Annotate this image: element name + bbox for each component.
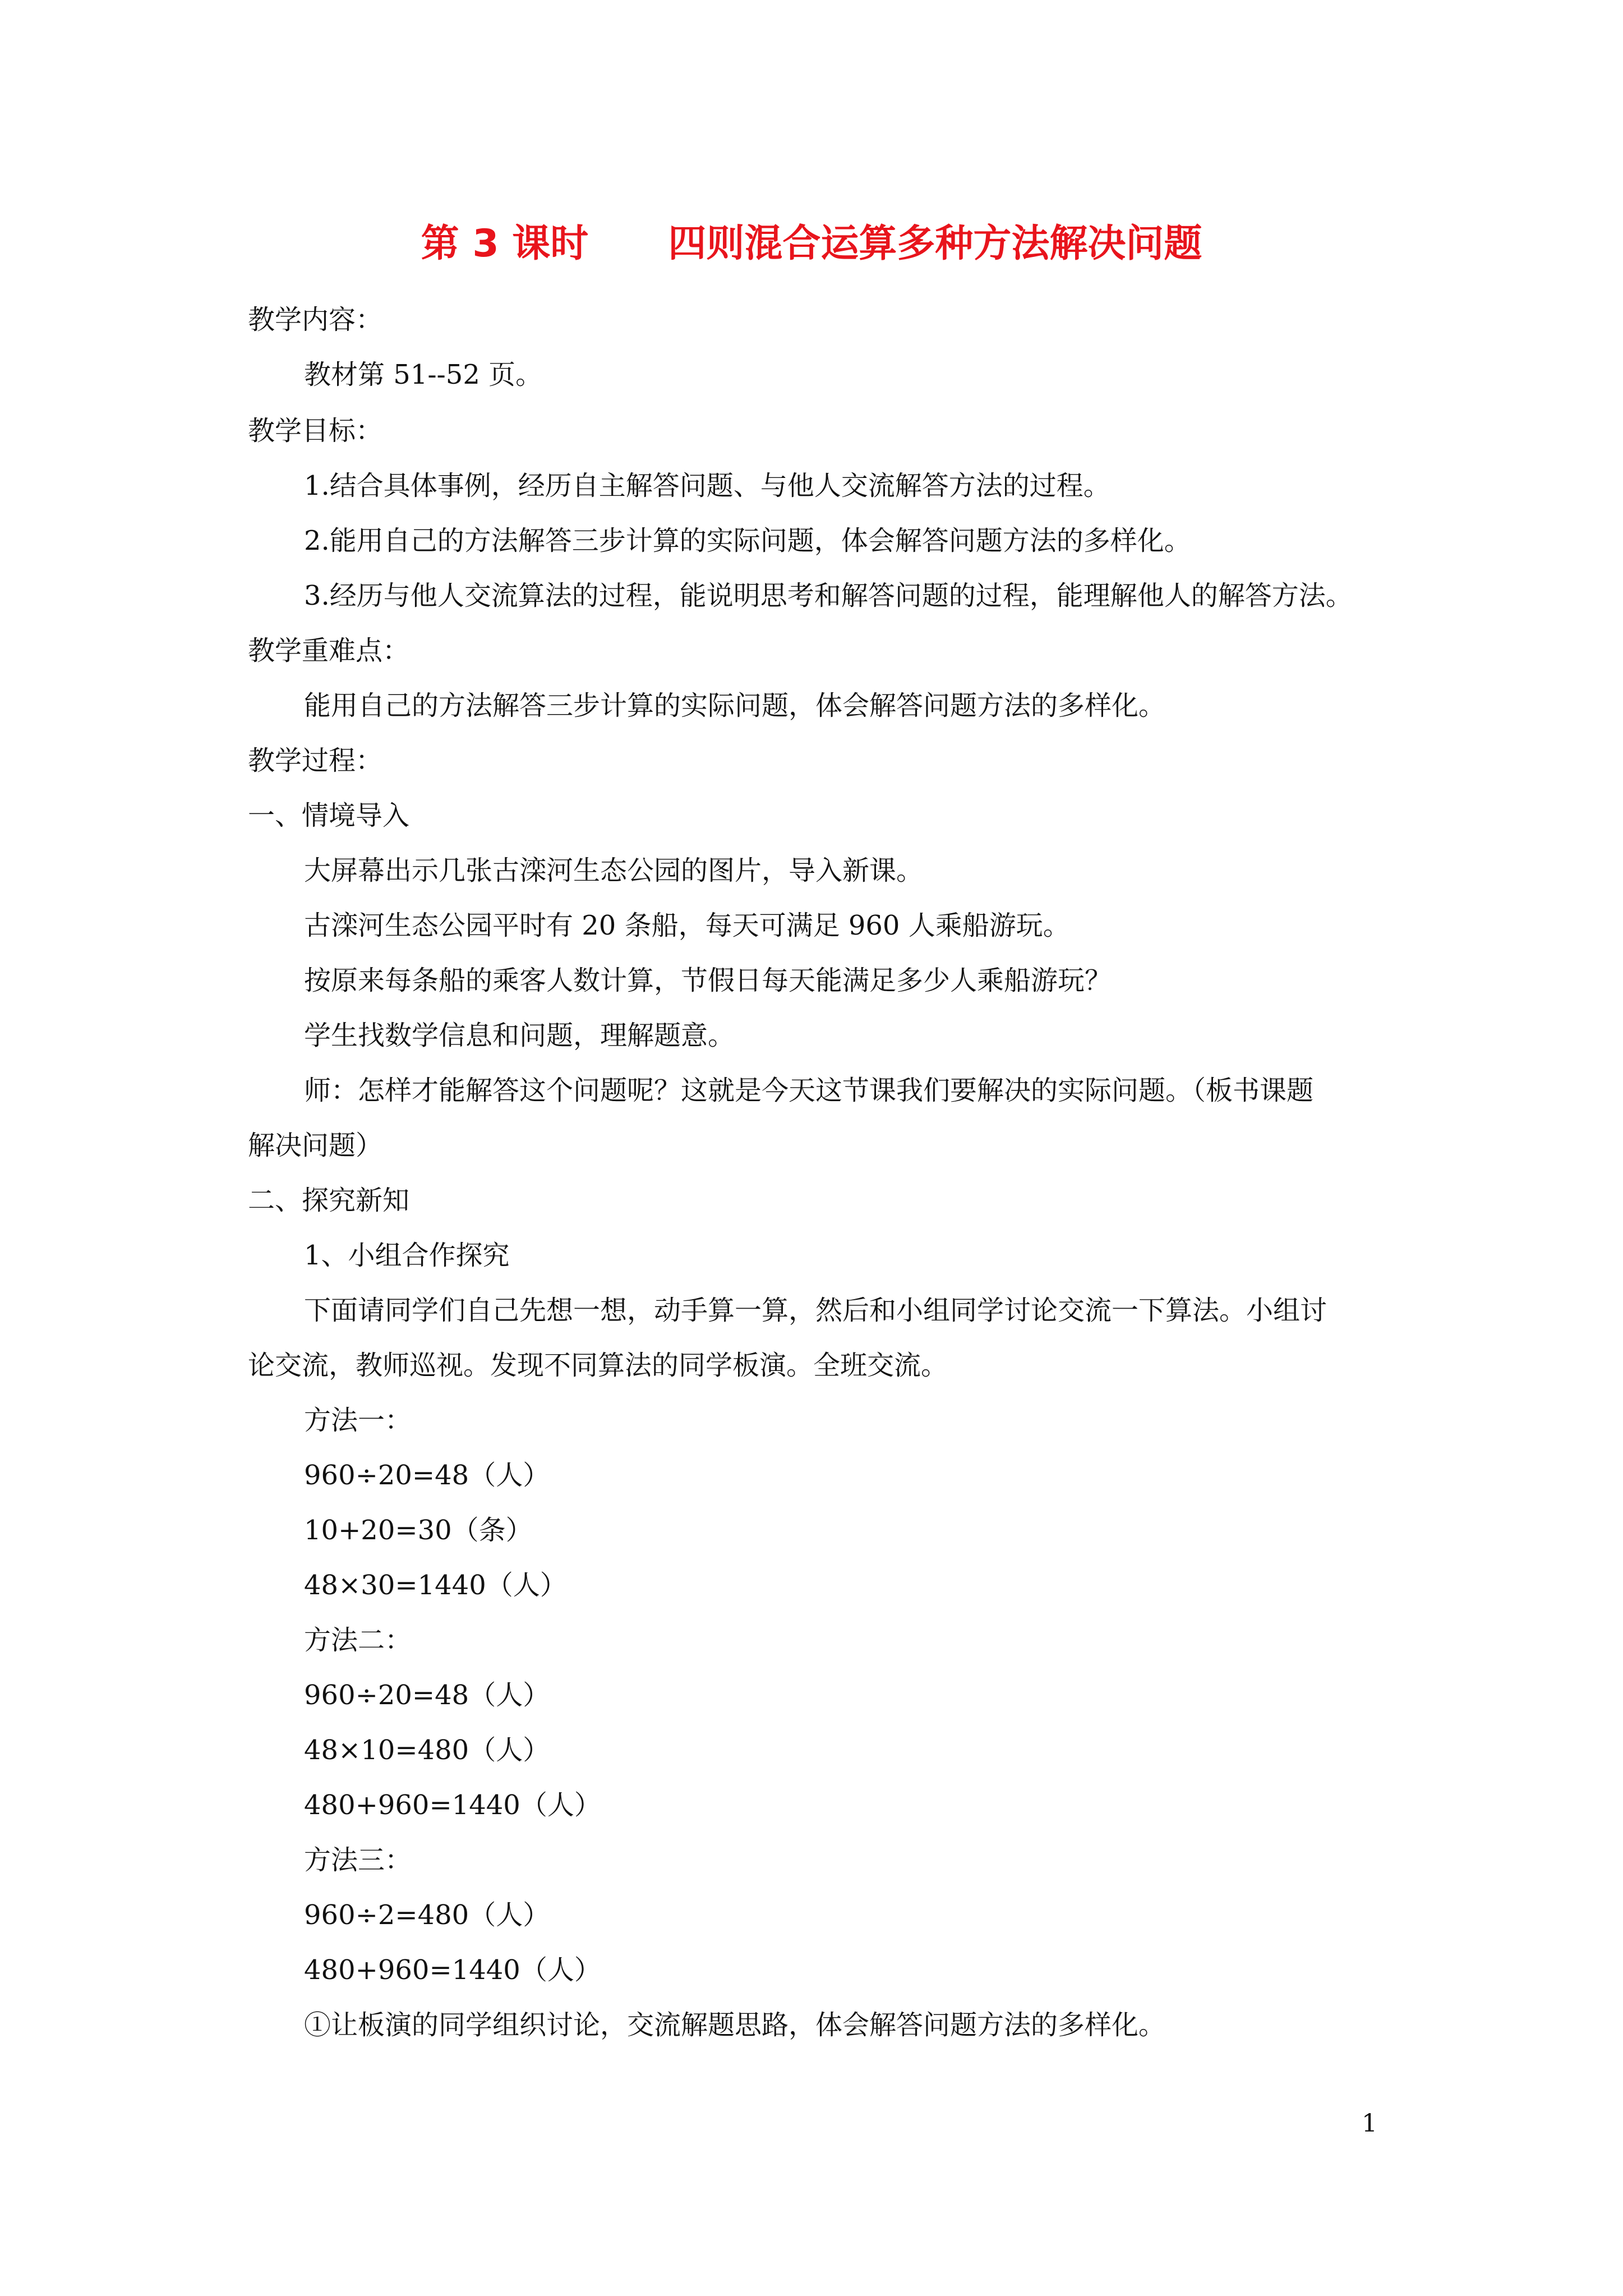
key-points: 能用自己的方法解答三步计算的实际问题，体会解答问题方法的多样化。 — [304, 690, 1166, 721]
label-key-points: 教学重难点： — [248, 635, 410, 666]
document-title: 第 3 课时 四则混合运算多种方法解决问题 — [421, 222, 1202, 266]
equation: 480+960=1440（人） — [304, 1954, 601, 1986]
paragraph-line: 下面请同学们自己先想一想，动手算一算，然后和小组同学讨论交流一下算法。小组讨 — [304, 1295, 1327, 1326]
section-heading: 一、情境导入 — [248, 800, 410, 831]
goal-item: 2.能用自己的方法解答三步计算的实际问题，体会解答问题方法的多样化。 — [304, 525, 1191, 556]
equation: 480+960=1440（人） — [304, 1789, 601, 1821]
paragraph-line: 大屏幕出示几张古滦河生态公园的图片，导入新课。 — [304, 855, 924, 886]
teaching-content: 教材第 51--52 页。 — [304, 359, 543, 390]
equation: 960÷20=48（人） — [304, 1680, 550, 1711]
goal-item: 3.经历与他人交流算法的过程，能说明思考和解答问题的过程，能理解他人的解答方法。 — [304, 580, 1353, 611]
paragraph-line: 论交流，教师巡视。发现不同算法的同学板演。全班交流。 — [248, 1350, 948, 1381]
teacher-line-cont: 解决问题） — [248, 1130, 383, 1161]
equation: 960÷20=48（人） — [304, 1460, 550, 1491]
equation: 48×30=1440（人） — [304, 1570, 567, 1601]
equation: 10+20=30（条） — [304, 1515, 533, 1546]
teacher-line: 师：怎样才能解答这个问题呢？这就是今天这节课我们要解决的实际问题。（板书课题 — [304, 1075, 1314, 1106]
label-teaching-content: 教学内容： — [248, 304, 383, 335]
label-teaching-process: 教学过程： — [248, 745, 383, 776]
goal-item: 1.结合具体事例，经历自主解答问题、与他人交流解答方法的过程。 — [304, 470, 1110, 501]
method-label: 方法二： — [304, 1625, 412, 1656]
section-heading: 二、探究新知 — [248, 1185, 410, 1216]
paragraph-line: 按原来每条船的乘客人数计算，节假日每天能满足多少人乘船游玩？ — [304, 965, 1112, 996]
equation: 48×10=480（人） — [304, 1734, 550, 1766]
page-number: 1 — [1362, 2109, 1377, 2138]
paragraph-line: 学生找数学信息和问题，理解题意。 — [304, 1020, 735, 1051]
subsection-heading: 1、小组合作探究 — [304, 1240, 510, 1271]
label-teaching-goals: 教学目标： — [248, 415, 383, 447]
note-line: ①让板演的同学组织讨论，交流解题思路，体会解答问题方法的多样化。 — [304, 2009, 1166, 2041]
paragraph-line: 古滦河生态公园平时有 20 条船，每天可满足 960 人乘船游玩。 — [304, 910, 1070, 941]
method-label: 方法一： — [304, 1405, 412, 1436]
equation: 960÷2=480（人） — [304, 1899, 550, 1931]
method-label: 方法三： — [304, 1844, 412, 1876]
